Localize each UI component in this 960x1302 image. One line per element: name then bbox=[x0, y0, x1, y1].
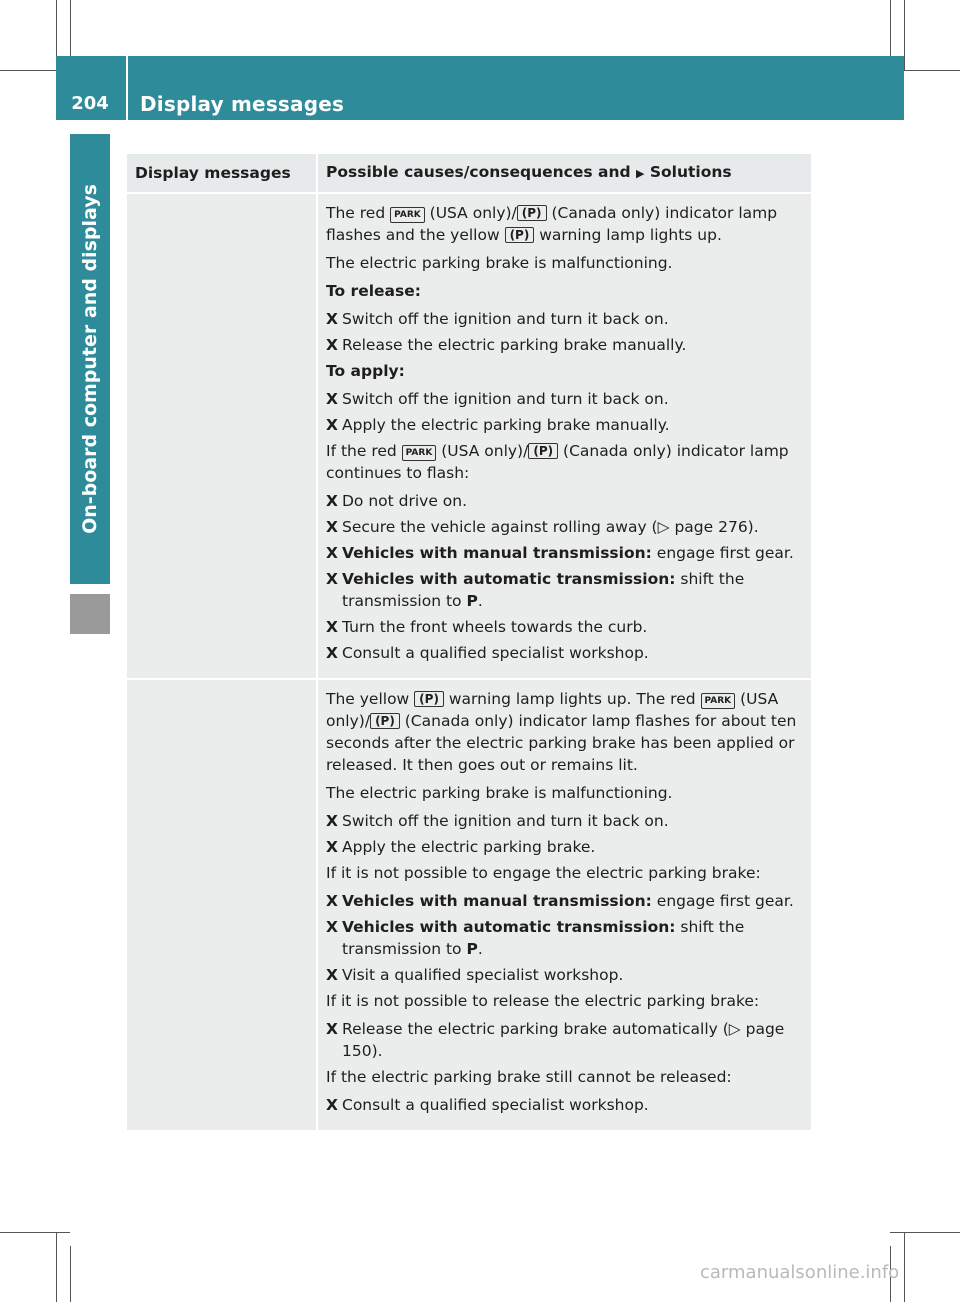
crop-mark bbox=[70, 0, 71, 56]
list-item: X Consult a qualified specialist workshop. bbox=[326, 1096, 649, 1114]
play-triangle-icon: ▶ bbox=[636, 167, 645, 180]
header-separator bbox=[126, 56, 128, 120]
col-header-causes-solutions: Possible causes/consequences and ▶ Solutions bbox=[318, 154, 811, 192]
brake-warning-icon: (P) bbox=[370, 713, 400, 729]
crop-mark bbox=[56, 1232, 57, 1302]
paragraph: If it is not possible to engage the electric parking brake: bbox=[326, 864, 761, 882]
watermark: carmanualsonline.info bbox=[700, 1262, 900, 1283]
brake-warning-icon: (P) bbox=[414, 691, 444, 707]
paragraph: The electric parking brake is malfunctioning. bbox=[326, 254, 673, 272]
brake-warning-icon: (P) bbox=[505, 227, 535, 243]
page-number: 204 bbox=[71, 93, 109, 114]
list-item: X Vehicles with manual transmission: engage first gear. bbox=[326, 892, 794, 910]
solution-cell: The yellow (P) warning lamp lights up. The red PARK (USA only)/ (P) (Canada only) indicator lamp flashes for about ten seconds after the electric parking brake has been applied or released. It then goes out or remains lit. The electric parking brake is malfunctioning. X Switch off the ignition and turn it back on. X Apply the electric parking brake. If it is not possible to engage the electric parking brake: X Vehicles with manual transmission: engage first gear. X Vehicles with automatic transmission: shift the transmission to P. X Visit a qualified specialist workshop. If it is not possible to release the electric parking brake: X Release the electric parking brake automatically (▷ page 150). If the electric parking brake still cannot be released: X Consult a qualified specialist workshop. bbox=[318, 678, 811, 1130]
brake-warning-icon: (P) bbox=[528, 443, 558, 459]
list-item: X Switch off the ignition and turn it back on. bbox=[326, 812, 669, 830]
tab-marker bbox=[70, 594, 110, 634]
list-item: X Release the electric parking brake manually. bbox=[326, 336, 687, 354]
message-cell bbox=[127, 678, 318, 1130]
crop-mark bbox=[70, 1246, 71, 1302]
label-to-release: To release: bbox=[326, 282, 421, 300]
table-row bbox=[127, 678, 811, 1130]
brake-warning-icon: (P) bbox=[517, 205, 547, 221]
crop-mark bbox=[0, 1232, 70, 1233]
list-item: X Secure the vehicle against rolling away (▷ page 276). bbox=[326, 518, 759, 536]
list-item: X Visit a qualified specialist workshop. bbox=[326, 966, 624, 984]
list-item: X Vehicles with automatic transmission: shift the transmission to P. bbox=[326, 570, 745, 610]
crop-mark bbox=[904, 1232, 905, 1302]
list-item: X Turn the front wheels towards the curb. bbox=[326, 618, 648, 636]
list-item: X Switch off the ignition and turn it back on. bbox=[326, 390, 669, 408]
col-header-display-messages: Display messages bbox=[127, 154, 318, 192]
paragraph: The electric parking brake is malfunctioning. bbox=[326, 784, 673, 802]
label-to-apply: To apply: bbox=[326, 362, 405, 380]
list-item: X Vehicles with manual transmission: engage first gear. bbox=[326, 544, 794, 562]
list-item: X Consult a qualified specialist workshop. bbox=[326, 644, 649, 662]
crop-mark bbox=[904, 0, 905, 70]
table-row bbox=[127, 192, 811, 678]
paragraph: If it is not possible to release the electric parking brake: bbox=[326, 992, 760, 1010]
list-item: X Apply the electric parking brake manually. bbox=[326, 416, 670, 434]
solution-cell: The red PARK (USA only)/ (P) (Canada only) indicator lamp flashes and the yellow (P) warning lamp lights up. The electric parking brake is malfunctioning. To release: X Switch off the ignition and turn it back on. X Release the electric parking brake manually. To apply: X Switch off the ignition and turn it back on. X Apply the electric parking brake manually. If the red PARK (USA only)/ (P) (Canada only) indicator lamp continues to flash: X Do not drive on. X Secure the vehicle against rolling away (▷ page 276). X Vehicles with manual transmission: engage first gear. X Vehicles with automatic transmission: shift the transmission to P. X Turn the front wheels towards the curb. X Consult a qualified specialist workshop. bbox=[318, 192, 811, 678]
list-item: X Vehicles with automatic transmission: shift the transmission to P. bbox=[326, 918, 745, 958]
display-messages-table bbox=[127, 154, 811, 1130]
crop-mark bbox=[890, 0, 891, 56]
list-item: X Release the electric parking brake automatically (▷ page 150). bbox=[326, 1020, 785, 1060]
list-item: X Do not drive on. bbox=[326, 492, 468, 510]
crop-mark bbox=[890, 1232, 960, 1233]
chapter-tab-label bbox=[70, 134, 110, 584]
list-item: X Apply the electric parking brake. bbox=[326, 838, 596, 856]
park-icon: PARK bbox=[402, 445, 437, 461]
message-cell bbox=[127, 192, 318, 678]
paragraph: If the electric parking brake still cannot be released: bbox=[326, 1068, 732, 1086]
park-icon: PARK bbox=[390, 207, 425, 223]
page-ref-pointer-icon: ▷ bbox=[657, 518, 670, 536]
page-ref-pointer-icon: ▷ bbox=[728, 1020, 741, 1038]
chapter-tab-text: On-board computer and displays bbox=[79, 184, 101, 534]
list-item: X Switch off the ignition and turn it back on. bbox=[326, 310, 669, 328]
page-title: Display messages bbox=[140, 92, 345, 116]
park-icon: PARK bbox=[701, 693, 736, 709]
